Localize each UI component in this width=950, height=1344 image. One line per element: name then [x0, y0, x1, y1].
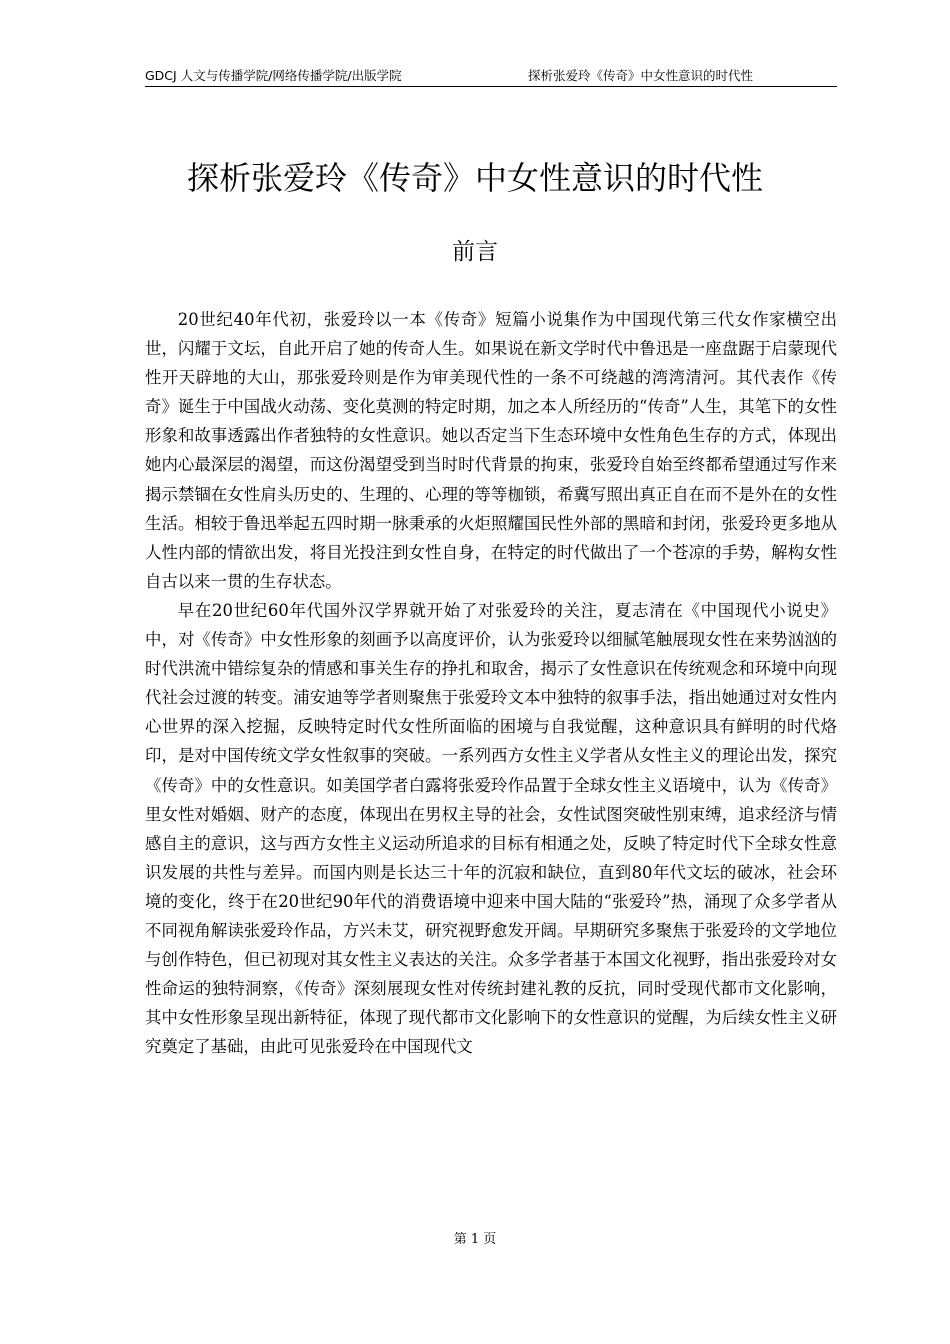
page-number: 第 1 页: [453, 1232, 497, 1247]
paragraph-2: 早在20世纪60年代国外汉学界就开始了对张爱玲的关注，夏志清在《中国现代小说史》中，对《传奇》中女性形象的刻画予以高度评价，认为张爱玲以细腻笔触展现女性在来势汹汹的时代洪流中错综复杂的情感和事关生存的挣扎和取舍，揭示了女性意识在传统观念和环境中向现代社会过渡的转变。浦安迪等学者则聚焦于张爱玲文本中独特的叙事手法，指出她通过对女性内心世界的深入挖掘，反映特定时代女性所面临的困境与自我觉醒，这种意识具有鲜明的时代烙印，是对中国传统文学女性叙事的突破。一系列西方女性主义学者从女性主义的理论出发，探究《传奇》中的女性意识。如美国学者白露将张爱玲作品置于全球女性主义语境中，认为《传奇》里女性对婚姻、财产的态度，体现出在男权主导的社会，女性试图突破性别束缚，追求经济与情感自主的意识，这与西方女性主义运动所追求的目标有相通之处，反映了特定时代下全球女性意识发展的共性与差异。而国内则是长达三十年的沉寂和缺位，直到80年代文坛的破冰，社会环境的变化，终于在20世纪90年代的消费语境中迎来中国大陆的“张爱玲”热，涌现了众多学者从不同视角解读张爱玲作品，方兴未艾，研究视野愈发开阔。早期研究多聚焦于张爱玲的文学地位与创作特色，但已初现对其女性主义表达的关注。众多学者基于本国文化视野，指出张爱玲对女性命运的独特洞察，《传奇》深刻展现女性对传统封建礼教的反抗，同时受现代都市文化影响，其中女性形象呈现出新特征，体现了现代都市文化影响下的女性意识的觉醒，为后续女性主义研究奠定了基础，由此可见张爱玲在中国现代文: [145, 600, 837, 1057]
running-header: [145, 68, 837, 87]
section-heading-preface: 前言: [452, 239, 498, 265]
body-text: [145, 305, 837, 1061]
paragraph-1: 20世纪40年代初，张爱玲以一本《传奇》短篇小说集作为中国现代第三代女作家横空出世，闪耀于文坛，自此开启了她的传奇人生。如果说在新文学时代中鲁迅是一座盘踞于启蒙现代性开天辟地的大山，那张爱玲则是作为审美现代性的一条不可绕越的湾湾清河。其代表作《传奇》诞生于中国战火动荡、变化莫测的特定时期，加之本人所经历的“传奇”人生，其笔下的女性形象和故事透露出作者独特的女性意识。她以否定当下生态环境中女性角色生存的方式，体现出她内心最深层的渴望，而这份渴望受到当时时代背景的拘束，张爱玲自始至终都希望通过写作来揭示禁锢在女性肩头历史的、生理的、心理的等等枷锁，希冀写照出真正自在而不是外在的女性生活。相较于鲁迅举起五四时期一脉秉承的火炬照耀国民性外部的黑暗和封闭，张爱玲更多地从人性内部的情欲出发，将目光投注到女性自身，在特定的时代做出了一个苍凉的手势，解构女性自古以来一贯的生存状态。: [145, 310, 837, 591]
document-title: 探析张爱玲《传奇》中女性意识的时代性: [186, 159, 763, 197]
header-paper-title: 探析张爱玲《传奇》中女性意识的时代性: [528, 68, 754, 83]
header-institution: GDCJ 人文与传播学院/网络传播学院/出版学院: [145, 68, 402, 83]
